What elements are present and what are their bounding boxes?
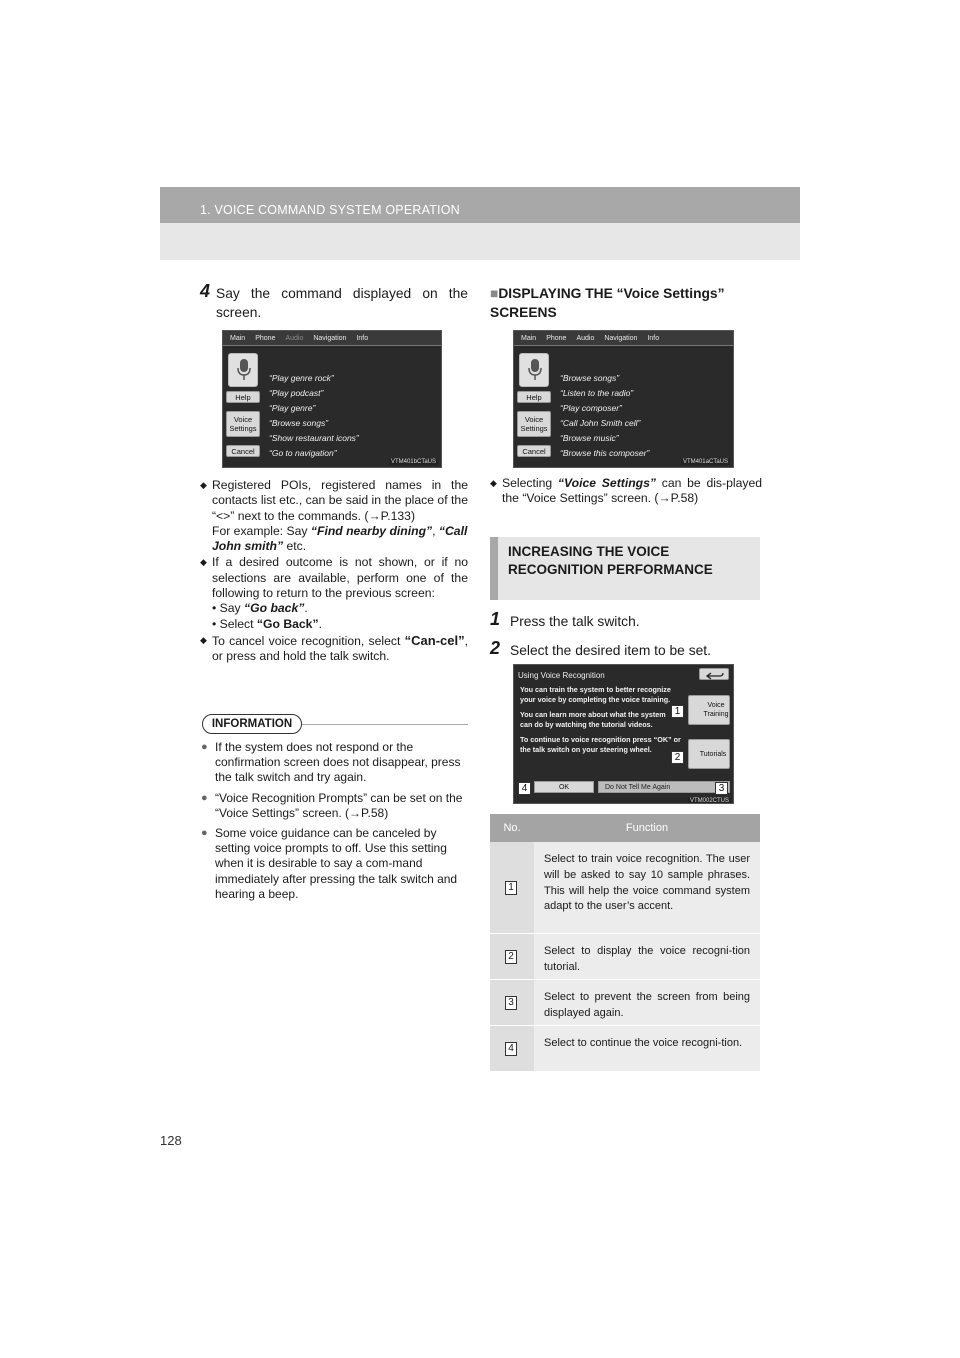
- screenshot-voice-commands-a: [222, 330, 442, 468]
- column-header-no: No.: [503, 822, 521, 834]
- screen-tab-bar: [223, 331, 441, 346]
- example-prefix: For example: Say: [212, 523, 311, 538]
- bullet-go-back: [200, 555, 468, 631]
- do-not-tell-button: Do Not Tell Me Again: [598, 781, 730, 793]
- tab-phone: Phone: [255, 335, 276, 342]
- callout-4: 4: [518, 782, 531, 795]
- back-button: [699, 668, 729, 680]
- cancel-button: Cancel: [226, 445, 260, 457]
- message-line: your voice by completing the voice training.: [520, 695, 671, 705]
- command-item: “Play composer”: [560, 403, 622, 413]
- left-column: [200, 281, 468, 322]
- step-text: Select the desired item to be set.: [510, 643, 711, 658]
- screenshot-id: VTM002CTUS: [689, 798, 729, 804]
- row-number: 4: [505, 1042, 517, 1056]
- step-number: 4: [200, 281, 211, 301]
- message-line: the talk switch on your steering wheel.: [520, 745, 652, 755]
- information-divider: [302, 724, 468, 725]
- row-number: 1: [505, 881, 517, 895]
- table-header: [490, 814, 760, 842]
- table-row: [490, 1026, 760, 1072]
- page-number: 128: [160, 1133, 182, 1148]
- tab-info: Info: [647, 335, 660, 342]
- table-row: [490, 842, 760, 934]
- command-list: [269, 371, 359, 461]
- information-label: INFORMATION: [202, 714, 302, 734]
- callout-1: 1: [671, 705, 684, 718]
- row-number-cell: [490, 1026, 534, 1071]
- cancel-button: Cancel: [517, 445, 551, 457]
- say-suffix: .: [304, 601, 308, 616]
- command-item: “Browse music”: [560, 433, 619, 443]
- row-number-cell: [490, 980, 534, 1025]
- command-item: “Play genre”: [269, 403, 316, 413]
- command-item: “Browse songs”: [560, 373, 620, 383]
- command-item: “Show restaurant icons”: [269, 433, 359, 443]
- subsection-box: [490, 537, 760, 600]
- bullet-select: [212, 617, 468, 632]
- tab-info: Info: [356, 335, 369, 342]
- bullet-text: ◆ If a desired outcome is not shown, or if no selections are available, perform one of the following to return to the previous screen:: [212, 555, 468, 601]
- tutorials-button: Tutorials: [688, 739, 730, 769]
- voice-settings-button: Voice Settings: [226, 411, 260, 437]
- voice-settings-button: Voice Settings: [517, 411, 551, 437]
- bullet-example: [212, 524, 468, 555]
- tab-navigation: Navigation: [604, 335, 638, 342]
- bullet-text: ◆ Registered POIs, registered names in the contacts list etc., can be said in the place of the “<>” next to the commands. (→P.133): [212, 478, 468, 523]
- microphone-icon: [228, 353, 258, 387]
- information-item: ● “Voice Recognition Prompts” can be set on the “Voice Settings” screen. (→P.58): [200, 791, 468, 821]
- section-header-bar: [160, 187, 800, 223]
- screen-bottom-buttons: [534, 781, 730, 793]
- tab-audio: Audio: [576, 335, 595, 342]
- tab-main: Main: [230, 335, 246, 342]
- example-command: “Call John smith”: [212, 523, 468, 554]
- bullet-suffix: can be dis-played the “Voice Settings” screen. (→P.58): [502, 476, 762, 506]
- bullet-command: “Voice Settings”: [557, 476, 656, 490]
- say-prefix: • Say: [212, 601, 245, 616]
- section-heading-text: DISPLAYING THE “Voice Settings” SCREENS: [490, 286, 725, 320]
- ok-button: OK: [534, 781, 594, 793]
- screenshot-using-voice-recognition: [513, 664, 734, 804]
- row-function: Select to display the voice recogni-tion tutorial.: [534, 934, 760, 979]
- bullet-say: [212, 601, 468, 616]
- say-command: “Go back”: [244, 601, 305, 616]
- table-row: [490, 934, 760, 980]
- screenshot-voice-commands-b: [513, 330, 734, 468]
- step-number: 2: [490, 638, 501, 658]
- table-row: [490, 980, 760, 1026]
- tab-phone: Phone: [546, 335, 567, 342]
- section-title: 1. VOICE COMMAND SYSTEM OPERATION: [200, 203, 460, 217]
- screenshot-id: VTM401bCTaUS: [390, 459, 436, 465]
- command-item: “Browse this composer”: [560, 448, 650, 458]
- information-item: ● Some voice guidance can be canceled by setting voice prompts to off. Use this setting when it is desirable to say a com-mand immediately after pressing the talk switch and hearing a beep.: [200, 826, 468, 902]
- right-steps: [490, 609, 762, 660]
- bullet-registered-pois: [200, 478, 468, 554]
- cancel-prefix: To cancel voice recognition, select: [212, 633, 405, 648]
- message-line: You can learn more about what the system: [520, 709, 666, 719]
- right-column: [490, 284, 762, 322]
- right-bullet: [490, 476, 762, 508]
- tab-navigation: Navigation: [313, 335, 347, 342]
- screenshot-id: VTM401aCTaUS: [682, 459, 728, 465]
- tab-audio: Audio: [285, 335, 304, 342]
- step-number: 1: [490, 609, 501, 629]
- step-text: Say the command displayed on the screen.: [216, 286, 468, 320]
- help-button: Help: [517, 391, 551, 403]
- command-item: “Call John Smith cell”: [560, 418, 641, 428]
- example-command: “Find nearby dining”: [310, 523, 433, 538]
- information-item: ● If the system does not respond or the confirmation screen does not disappear, press the talk switch and try again.: [200, 740, 468, 786]
- row-function: Select to train voice recognition. The user will be asked to say 10 sample phrases. This will help the voice command system adapt to the user’s accent.: [534, 842, 760, 933]
- voice-training-button: Voice Training: [688, 695, 730, 725]
- function-table: [490, 814, 760, 1072]
- screen-tab-bar: [514, 331, 733, 346]
- callout-3: 3: [715, 782, 728, 795]
- column-header-function: Function: [625, 822, 669, 834]
- square-marker-icon: ■: [490, 286, 499, 301]
- cancel-suffix: , or press and hold the talk switch.: [212, 633, 468, 664]
- microphone-icon: [519, 353, 549, 387]
- message-line: can do by watching the tutorial videos.: [520, 720, 653, 730]
- screen-message: [520, 685, 681, 755]
- command-item: “Play podcast”: [269, 388, 324, 398]
- step-text: Press the talk switch.: [510, 614, 640, 629]
- bullet-voice-settings: [490, 476, 762, 507]
- section-heading: [490, 284, 762, 322]
- callout-2: 2: [671, 751, 684, 764]
- back-arrow-icon: [700, 670, 730, 682]
- step-2: [490, 638, 762, 660]
- step-1: [490, 609, 762, 631]
- command-item: “Go to navigation”: [269, 448, 337, 458]
- step-4: [200, 281, 468, 322]
- bullet-prefix: Selecting: [502, 476, 558, 490]
- row-function: Select to continue the voice recogni-tion.: [534, 1026, 760, 1071]
- row-number: 2: [505, 950, 517, 964]
- command-item: “Listen to the radio”: [560, 388, 634, 398]
- row-number-cell: [490, 842, 534, 933]
- help-button: Help: [226, 391, 260, 403]
- select-prefix: • Select: [212, 616, 257, 631]
- screen-title: Using Voice Recognition: [518, 671, 605, 680]
- example-suffix: etc.: [283, 539, 307, 554]
- cancel-command: “Can-cel”: [404, 632, 465, 648]
- example-sep: ,: [432, 523, 439, 538]
- bullet-cancel: [200, 633, 468, 665]
- section-header: [160, 187, 800, 260]
- command-item: “Browse songs”: [269, 418, 329, 428]
- select-suffix: .: [318, 616, 322, 631]
- tab-main: Main: [521, 335, 537, 342]
- left-bullets: [200, 478, 468, 666]
- message-line: To continue to voice recognition press “OK” or: [520, 734, 681, 744]
- command-list: [560, 371, 649, 461]
- row-number-cell: [490, 934, 534, 979]
- message-line: You can train the system to better recognize: [520, 685, 671, 694]
- information-list: [200, 740, 468, 907]
- subsection-stripe: [490, 537, 498, 600]
- row-function: Select to prevent the screen from being displayed again.: [534, 980, 760, 1025]
- command-item: “Play genre rock”: [269, 373, 334, 383]
- subsection-title: INCREASING THE VOICE RECOGNITION PERFORMANCE: [508, 544, 713, 577]
- select-command: “Go Back”: [256, 616, 319, 631]
- row-number: 3: [505, 996, 517, 1010]
